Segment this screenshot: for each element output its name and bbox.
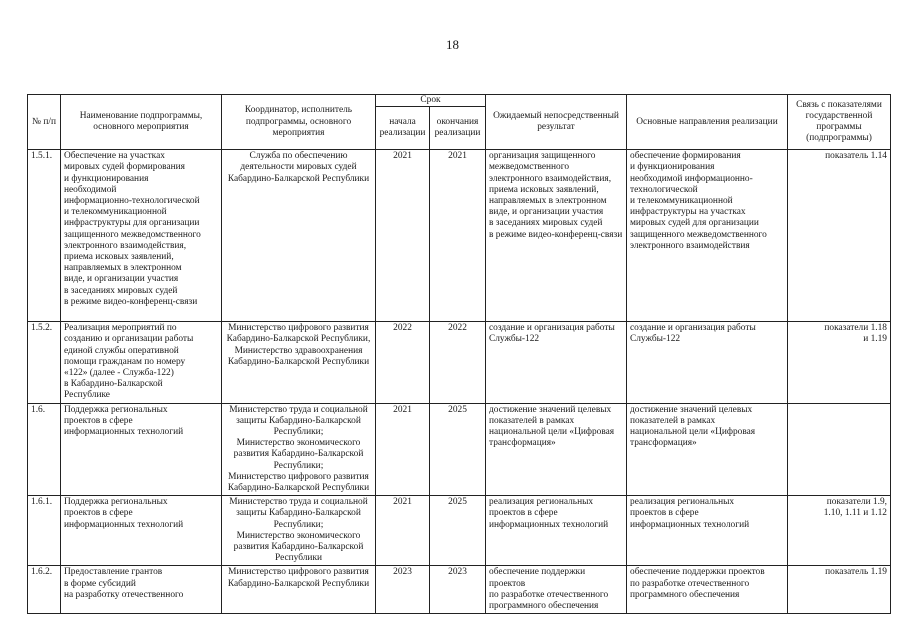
row-start-year: 2022 xyxy=(376,322,430,403)
row-name: Обеспечение на участках мировых судей формирования и функционирования необходимой информационно-технологической и телекоммуникационной инфраструктуры для организации защищенного межведомственного электронного взаимодействия, приема исковых заявлений, направляемых в электронном виде, и организации участия в заседаниях мировых судей в режиме видео-конференц-связи xyxy=(61,150,222,322)
row-number: 1.5.1. xyxy=(28,150,61,322)
row-name: Поддержка региональных проектов в сфере информационных технологий xyxy=(61,496,222,566)
row-coordinator: Служба по обеспечению деятельности мировых судей Кабардино-Балкарской Республики xyxy=(222,150,376,322)
row-name: Предоставление грантов в форме субсидий на разработку отечественного xyxy=(61,566,222,614)
row-result: реализация региональных проектов в сфере информационных технологий xyxy=(486,496,627,566)
table-row xyxy=(28,403,891,496)
row-link xyxy=(788,403,891,496)
table-row xyxy=(28,150,891,322)
row-link: показатели 1.18 и 1.19 xyxy=(788,322,891,403)
row-end-year: 2021 xyxy=(430,150,486,322)
header-coordinator: Координатор, исполнитель подпрограммы, основного мероприятия xyxy=(222,95,376,150)
row-coordinator: Министерство труда и социальной защиты Кабардино-Балкарской Республики; Министерство экономического развития Кабардино-Балкарской Республики; Министерство цифрового развития Кабардино-Балкарской Республики xyxy=(222,403,376,496)
row-link: показатель 1.19 xyxy=(788,566,891,614)
row-directions: создание и организация работы Службы-122 xyxy=(627,322,788,403)
row-coordinator: Министерство цифрового развития Кабардино-Балкарской Республики, Министерство здравоохранения Кабардино-Балкарской Республики xyxy=(222,322,376,403)
row-result: достижение значений целевых показателей в рамках национальной цели «Цифровая трансформация» xyxy=(486,403,627,496)
row-result: обеспечение поддержки проектов по разработке отечественного программного обеспечения xyxy=(486,566,627,614)
row-coordinator: Министерство труда и социальной защиты Кабардино-Балкарской Республики; Министерство экономического развития Кабардино-Балкарской Республики xyxy=(222,496,376,566)
row-end-year: 2025 xyxy=(430,496,486,566)
row-start-year: 2021 xyxy=(376,496,430,566)
row-name: Поддержка региональных проектов в сфере информационных технологий xyxy=(61,403,222,496)
table-row xyxy=(28,322,891,403)
program-table xyxy=(27,94,891,614)
row-number: 1.6. xyxy=(28,403,61,496)
row-end-year: 2022 xyxy=(430,322,486,403)
header-name: Наименование подпрограммы, основного мероприятия xyxy=(61,95,222,150)
row-result: создание и организация работы Службы-122 xyxy=(486,322,627,403)
row-name: Реализация мероприятий по созданию и организации работы единой службы оперативной помощи гражданам по номеру «122» (далее - Служба-122) в Кабардино-Балкарской Республике xyxy=(61,322,222,403)
row-number: 1.6.1. xyxy=(28,496,61,566)
row-link: показатель 1.14 xyxy=(788,150,891,322)
row-directions: обеспечение поддержки проектов по разработке отечественного программного обеспечения xyxy=(627,566,788,614)
row-end-year: 2023 xyxy=(430,566,486,614)
row-link: показатели 1.9, 1.10, 1.11 и 1.12 xyxy=(788,496,891,566)
row-start-year: 2023 xyxy=(376,566,430,614)
header-start: начала реализации xyxy=(376,107,430,150)
row-start-year: 2021 xyxy=(376,403,430,496)
row-end-year: 2025 xyxy=(430,403,486,496)
header-end: окончания реализации xyxy=(430,107,486,150)
header-directions: Основные направления реализации xyxy=(627,95,788,150)
header-link: Связь с показателями государственной программы (подпрограммы) xyxy=(788,95,891,150)
header-term: Срок xyxy=(376,95,486,107)
row-number: 1.5.2. xyxy=(28,322,61,403)
table-row xyxy=(28,566,891,614)
row-result: организация защищенного межведомственного электронного взаимодействия, приема исковых заявлений, направляемых в электронном виде, и организации участия в заседаниях мировых судей в режиме видео-конференц-связи xyxy=(486,150,627,322)
header-result: Ожидаемый непосредственный результат xyxy=(486,95,627,150)
row-directions: реализация региональных проектов в сфере информационных технологий xyxy=(627,496,788,566)
page-number: 18 xyxy=(446,37,459,52)
row-directions: достижение значений целевых показателей в рамках национальной цели «Цифровая трансформация» xyxy=(627,403,788,496)
header-num: № п/п xyxy=(28,95,61,150)
table-row xyxy=(28,496,891,566)
row-start-year: 2021 xyxy=(376,150,430,322)
row-coordinator: Министерство цифрового развития Кабардино-Балкарской Республики xyxy=(222,566,376,614)
row-number: 1.6.2. xyxy=(28,566,61,614)
row-directions: обеспечение формирования и функционирования необходимой информационно- технологической и телекоммуникационной инфраструктуры на участках мировых судей для организации защищенного межведомственного электронного взаимодействия xyxy=(627,150,788,322)
